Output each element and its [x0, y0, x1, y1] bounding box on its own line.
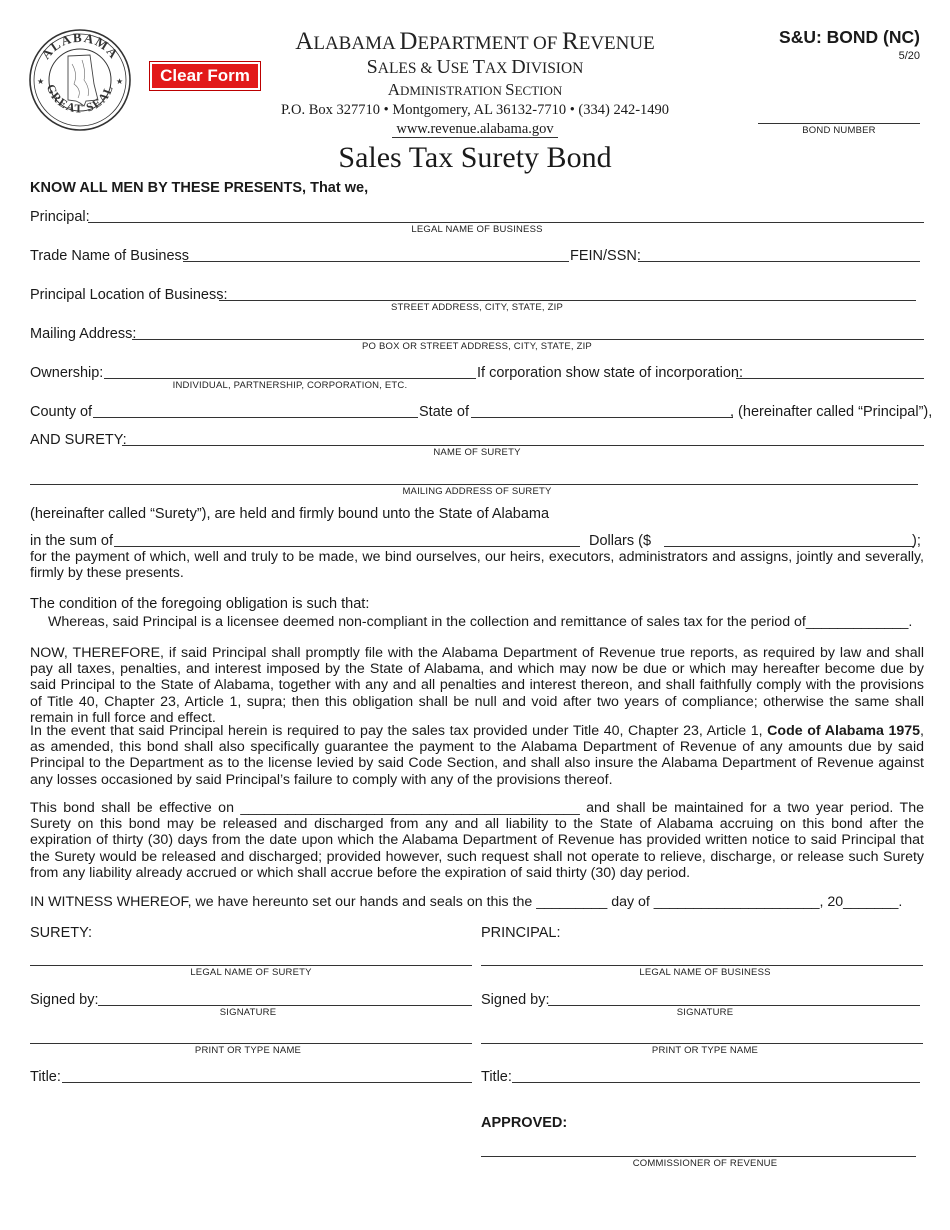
principal-signature-caption: SIGNATURE [676, 1007, 734, 1018]
principal-signed-by-label: Signed by: [481, 992, 550, 1008]
surety-mailing-field[interactable] [30, 484, 918, 485]
department-name: ALABAMA DEPARTMENT OF REVENUE [295, 28, 655, 55]
dollars-label: Dollars ($ [589, 533, 652, 549]
sum-words-field[interactable] [114, 546, 580, 547]
business-legal-name-field[interactable] [481, 965, 923, 966]
form-date: 5/20 [898, 50, 920, 62]
surety-title-field[interactable] [62, 1082, 472, 1083]
ownership-label: Ownership: [30, 365, 104, 381]
surety-heading: SURETY: [30, 925, 93, 941]
principal-heading: PRINCIPAL: [481, 925, 561, 941]
clear-form-button[interactable]: Clear Form [150, 62, 260, 90]
surety-print-name-field[interactable] [30, 1043, 472, 1044]
approved-label: APPROVED: [481, 1115, 568, 1131]
department-website[interactable]: www.revenue.alabama.gov [396, 121, 554, 137]
sum-label: in the sum of [30, 533, 114, 549]
svg-text:ALABAMA: ALABAMA [37, 29, 123, 62]
mailing-caption: PO BOX OR STREET ADDRESS, CITY, STATE, ZIP [362, 341, 592, 352]
location-label: Principal Location of Business: [30, 287, 228, 303]
principal-title-label: Title: [481, 1069, 512, 1085]
sum-close: ); [912, 533, 921, 549]
county-label: County of [30, 404, 93, 420]
website-underline [392, 137, 558, 138]
held-bound-text: (hereinafter called “Surety”), are held and firmly bound unto the State of Alabama [30, 506, 550, 522]
surety-signature-caption: SIGNATURE [219, 1007, 277, 1018]
surety-legal-name-caption: LEGAL NAME OF SURETY [190, 967, 312, 978]
svg-text:★: ★ [37, 77, 45, 86]
surety-signature-field[interactable] [98, 1005, 472, 1006]
section-name: ADMINISTRATION SECTION [387, 80, 563, 99]
surety-mailing-caption: MAILING ADDRESS OF SURETY [402, 486, 552, 497]
code-paragraph: In the event that said Principal herein is required to pay the sales tax provided under Title 40, Chapter 23, Article 1, Code of Alabama 1975, as amended, this bond shall also specifically guarantee the payment to the Alabama Department of Revenue of any amounts due by said Principal to the Department as to the license levied by said Code Section, and shall also insure the Alabama Department of Revenue against any losses occasioned by said Principal’s failure to comply with any of the provisions thereof. [30, 723, 924, 788]
condition-text: The condition of the foregoing obligation is such that: [30, 596, 370, 612]
trade-name-label: Trade Name of Business [30, 248, 190, 264]
surety-title-label: Title: [30, 1069, 61, 1085]
surety-label: AND SURETY: [30, 432, 127, 448]
incorporation-field[interactable] [736, 378, 924, 379]
surety-print-name-caption: PRINT OR TYPE NAME [194, 1045, 302, 1056]
effective-paragraph: This bond shall be effective on ___________________________________________ and shall be maintained for a two year period. The Surety on this bond may be released and discharged from any and all liability to the State of Alabama accruing on this bond after the expiration of thirty (30) days from the date upon which the Alabama Department of Revenue has provided written notice to said Principal that the Surety would be released and discharged; provided however, such request shall not operate to relieve, discharge, or release such Surety from any liability already accrued or which shall accrue before the expiration of said thirty (30) day period. [30, 800, 924, 881]
witness-text: IN WITNESS WHEREOF, we have hereunto set our hands and seals on this the _________ day of _____________________, 20_______. [30, 894, 903, 910]
fein-label: FEIN/SSN: [570, 248, 641, 264]
svg-text:GREAT SEAL: GREAT SEAL [43, 82, 117, 116]
payment-paragraph: for the payment of which, well and truly to be made, we bind ourselves, our heirs, executors, administrators and assigns, jointly and severally, firmly by these presents. [30, 549, 924, 582]
principal-label: Principal: [30, 209, 90, 225]
intro-text: KNOW ALL MEN BY THESE PRESENTS, That we, [30, 180, 369, 196]
mailing-field[interactable] [132, 339, 924, 340]
state-field[interactable] [471, 417, 733, 418]
principal-print-name-field[interactable] [481, 1043, 923, 1044]
ownership-caption: INDIVIDUAL, PARTNERSHIP, CORPORATION, ETC. [172, 380, 408, 391]
principal-print-name-caption: PRINT OR TYPE NAME [651, 1045, 759, 1056]
incorporation-label: If corporation show state of incorporation: [477, 365, 743, 381]
commissioner-caption: COMMISSIONER OF REVENUE [632, 1158, 778, 1169]
surety-legal-name-field[interactable] [30, 965, 472, 966]
surety-name-field[interactable] [122, 445, 924, 446]
sum-amount-field[interactable] [664, 546, 914, 547]
form-code: S&U: BOND (NC) [779, 27, 920, 47]
principal-signature-field[interactable] [548, 1005, 920, 1006]
now-therefore-paragraph: NOW, THEREFORE, if said Principal shall promptly file with the Alabama Department of Revenue true reports, as required by law and shall pay all taxes, penalties, and interest imposed by the State of Alabama, and which may now be due or which may hereafter become due by said Principal to the State of Alabama, together with any and all penalties and interest thereon, and shall faithfully comply with the provisions of Title 40, Chapter 23, Article 1, supra; then this obligation shall be null and void after two years of compliance; otherwise the same shall remain in full force and effect. [30, 645, 924, 726]
location-caption: STREET ADDRESS, CITY, STATE, ZIP [391, 302, 563, 313]
svg-text:★: ★ [116, 77, 124, 86]
principal-caption: LEGAL NAME OF BUSINESS [411, 224, 543, 235]
business-legal-name-caption: LEGAL NAME OF BUSINESS [639, 967, 771, 978]
department-address: P.O. Box 327710 • Montgomery, AL 36132-7710 • (334) 242-1490 [280, 102, 670, 118]
principal-field[interactable] [88, 222, 924, 223]
ownership-field[interactable] [104, 378, 476, 379]
bond-number-caption: BOND NUMBER [802, 125, 876, 136]
bond-number-line[interactable] [758, 123, 920, 124]
whereas-text: Whereas, said Principal is a licensee deemed non-compliant in the collection and remittance of sales tax for the period of_____________. [48, 614, 913, 630]
hereinafter-principal-text: , (hereinafter called “Principal”), [730, 404, 933, 420]
principal-title-field[interactable] [512, 1082, 920, 1083]
document-title: Sales Tax Surety Bond [338, 141, 612, 174]
mailing-label: Mailing Address: [30, 326, 137, 342]
fein-field[interactable] [638, 261, 920, 262]
division-name: SALES & USE TAX DIVISION [366, 56, 584, 78]
county-field[interactable] [93, 417, 418, 418]
surety-name-caption: NAME OF SURETY [433, 447, 521, 458]
commissioner-signature-field[interactable] [481, 1156, 916, 1157]
trade-name-field[interactable] [183, 261, 569, 262]
location-field[interactable] [219, 300, 916, 301]
state-label: State of [419, 404, 469, 420]
surety-signed-by-label: Signed by: [30, 992, 99, 1008]
